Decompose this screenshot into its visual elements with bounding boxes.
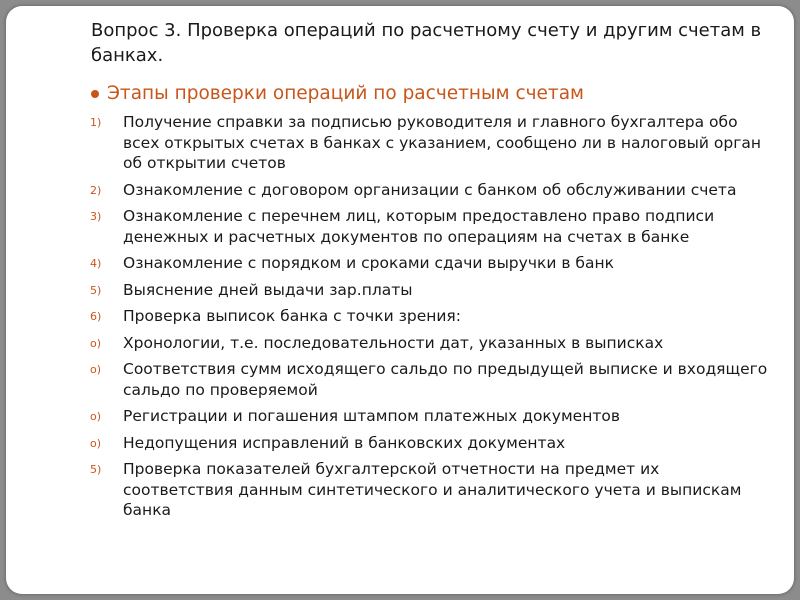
section-subheading (91, 82, 771, 106)
list-item (90, 359, 770, 400)
list-item-text: Ознакомление с порядком и сроками сдачи выручки в банк (123, 254, 614, 272)
list-marker: 3) (90, 210, 102, 223)
list-marker: 5) (90, 283, 102, 297)
list-item-text: Регистрации и погашения штампом платежных документов (123, 407, 620, 425)
list-item-text: Хронологии, т.е. последовательности дат, указанных в выписках (123, 333, 664, 352)
list-item-text: Получение справки за подписью руководителя и главного бухгалтера обо всех открытых счетах в банках с указанием, сообщено ли в налоговый орган об открытии счетов (123, 113, 761, 172)
subheading-text: Этапы проверки операций по расчетным счетам (107, 83, 584, 104)
list-item (90, 306, 770, 327)
list-item-text: Ознакомление с перечнем лиц, которым предоставлено право подписи денежных и расчетных документов по операциям на счетах в банке (123, 207, 715, 246)
list-item-text: Соответствия сумм исходящего сальдо по предыдущей выписке и входящего сальдо по проверяемой (123, 360, 768, 399)
list-marker: o) (90, 363, 102, 376)
list-marker: 6) (90, 310, 102, 323)
list-item-text: Проверка показателей бухгалтерской отчетности на предмет их соответствия данным синтетического и аналитического учета и выпискам банка (123, 460, 742, 519)
list-item (90, 333, 770, 354)
list-item (90, 180, 770, 201)
steps-list (90, 112, 770, 527)
list-marker: 1) (90, 116, 102, 129)
list-item (90, 459, 770, 521)
list-item-text: Проверка выписок банка с точки зрения: (123, 307, 461, 325)
list-item (90, 280, 770, 301)
list-item-text: Недопущения исправлений в банковских документах (123, 433, 566, 452)
bullet-icon (91, 90, 99, 98)
list-item (90, 253, 770, 274)
list-item-text: Выяснение дней выдачи зар.платы (123, 280, 413, 299)
list-marker: 5) (90, 463, 102, 476)
list-item (90, 406, 770, 427)
list-item-text: Ознакомление с договором организации с банком об обслуживании счета (123, 180, 737, 199)
list-marker: o) (90, 336, 102, 350)
list-item (90, 206, 770, 247)
list-item (90, 433, 770, 454)
list-marker: o) (90, 436, 102, 450)
slide-panel (6, 6, 794, 594)
list-marker: o) (90, 410, 102, 423)
list-marker: 2) (90, 183, 102, 197)
list-marker: 4) (90, 257, 102, 270)
slide-title: Вопрос 3. Проверка операций по расчетному счету и другим счетам в банках. (91, 20, 762, 66)
list-item (90, 112, 770, 174)
